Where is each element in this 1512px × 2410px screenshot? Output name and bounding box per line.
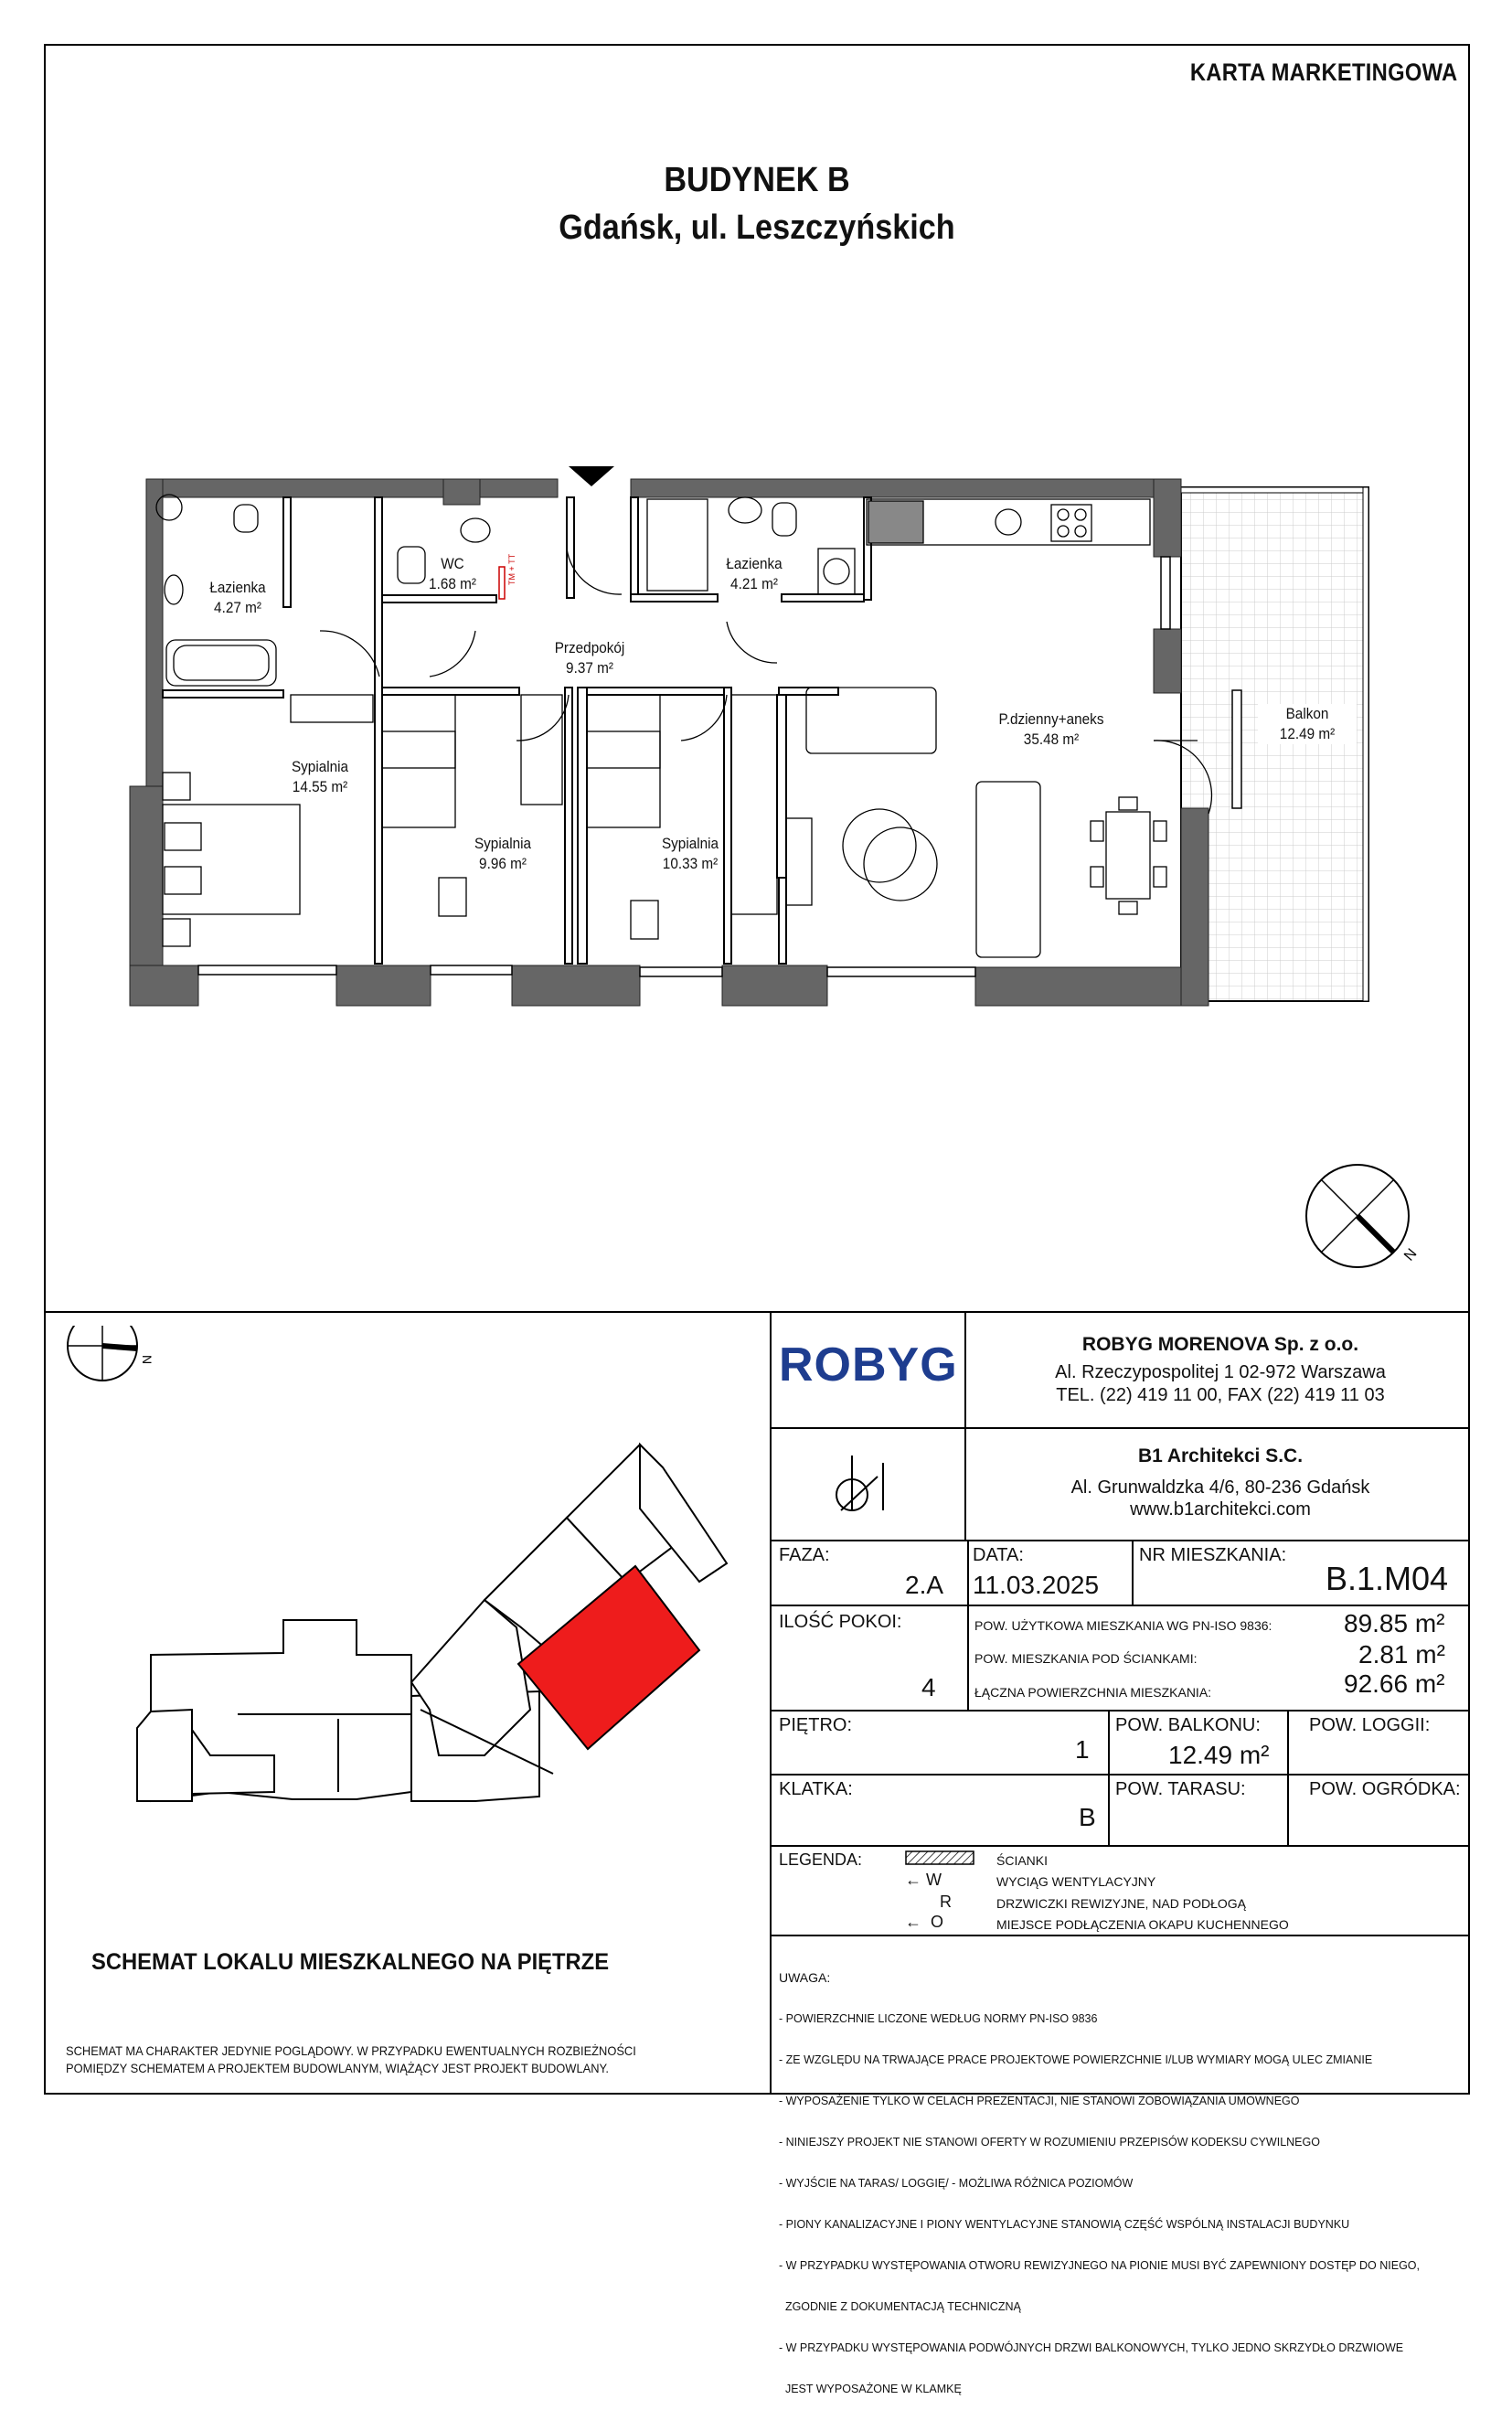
pietro-value: 1: [1075, 1735, 1090, 1764]
building-address: Gdańsk, ul. Leszczyńskich: [559, 208, 955, 247]
balkon-label: POW. BALKONU:: [1115, 1715, 1261, 1735]
pow-scianki-value: 2.81 m²: [1358, 1640, 1445, 1669]
b1-logo-icon: [832, 1454, 896, 1518]
entrance-arrow: [569, 466, 614, 486]
pow-scianki-label: POW. MIESZKANIA POD ŚCIANKAMI:: [974, 1651, 1198, 1666]
legend-r-symbol: R: [940, 1893, 952, 1911]
pokoje-label: ILOŚĆ POKOI:: [779, 1612, 902, 1632]
arrow-left-icon: ←: [905, 1871, 927, 1889]
robyg-logo: ROBYG: [779, 1338, 958, 1392]
room-living: P.dzienny+aneks 35.48 m²: [998, 710, 1104, 748]
legend-label: LEGENDA:: [779, 1850, 863, 1869]
faza-value: 2.A: [905, 1571, 944, 1599]
taras-label: POW. TARASU:: [1115, 1779, 1246, 1799]
room-sypialnia-2: Sypialnia 9.96 m²: [474, 835, 532, 872]
klatka-value: B: [1079, 1803, 1096, 1831]
data-label: DATA:: [973, 1545, 1024, 1565]
legend-walls: ŚCIANKI: [996, 1853, 1049, 1868]
pow-uzytk-value: 89.85 m²: [1344, 1609, 1445, 1637]
legend-hood-row: ← O: [905, 1913, 944, 1931]
pokoje-value: 4: [921, 1673, 936, 1701]
legend-hatch-icon: [905, 1850, 974, 1867]
compass-north: [1306, 1165, 1420, 1267]
svg-text:N: N: [1401, 1245, 1421, 1264]
klatka-label: KLATKA:: [779, 1779, 853, 1799]
building-title: BUDYNEK B: [664, 161, 850, 199]
scheme-disclaimer: SCHEMAT MA CHARAKTER JEDYNIE POGLĄDOWY. W PRZYPADKU EWENTUALNYCH ROZBIEŻNOŚCI POMIĘDZY SCHEMATEM A PROJEKTEM BUDOWLANYM, WIĄŻĄCY JEST PROJEKT BUDOWLANY.: [66, 2043, 636, 2075]
room-przedpokoj: Przedpokój 9.37 m²: [554, 639, 625, 677]
divider-main: [44, 1311, 1470, 1313]
legend-hood: MIEJSCE PODŁĄCZENIA OKAPU KUCHENNEGO: [996, 1917, 1289, 1932]
kitchen: [867, 499, 1150, 545]
pow-laczna-value: 92.66 m²: [1344, 1669, 1445, 1698]
arrow-left-icon: ←: [905, 1913, 932, 1931]
room-wc: WC 1.68 m²: [429, 555, 476, 592]
scheme-title: SCHEMAT LOKALU MIESZKALNEGO NA PIĘTRZE: [91, 1949, 610, 1975]
balcony-floor: [1181, 487, 1368, 1001]
legend-vent-row: ← W: [905, 1871, 942, 1889]
balkon-value: 12.49 m²: [1168, 1741, 1270, 1769]
developer-block: ROBYG MORENOVA Sp. z o.o. Al. Rzeczypospolitej 1 02-972 Warszawa TEL. (22) 419 11 00, FAX (22) 419 11 03: [1055, 1334, 1386, 1405]
notes-block: UWAGA: - POWIERZCHNIE LICZONE WEDŁUG NORMY PN-ISO 9836 - ZE WZGLĘDU NA TRWAJĄCE PRACE PROJEKTOWE POWIERZCHNIE I/LUB WYMIARY MOGĄ ULEC ZMIANIE - WYPOSAŻENIE TYLKO W CELACH PREZENTACJI, NIE STANOWI ZOBOWIĄZANIA UMOWNEGO - NINIEJSZY PROJEKT NIE STANOWI OFERTY W ROZUMIENIU PRZEPISÓW KODEKSU CYWILNEGO - WYJŚCIE NA TARAS/ LOGGIĘ/ - MOŻLIWA RÓŻNICA POZIOMÓW - PIONY KANALIZACYJNE I PIONY WENTYLACYJNE STANOWIĄ CZĘŚĆ WSPÓLNĄ INSTALACJI BUDYNKU - W PRZYPADKU WYSTĘPOWANIA OTWORU REWIZYJNEGO NA PIONIE MUSI BYĆ ZAPEWNIONY DOSTĘP DO NIEGO, ZGODNIE Z DOKUMENTACJĄ TECHNICZNĄ - W PRZYPADKU WYSTĘPOWANIA PODWÓJNYCH DRZWI BALKONOWYCH, TYLKO JEDNO SKRZYDŁO DRZWIOWE JEST WYPOSAŻONE W KLAMKĘ: [779, 1970, 1420, 2395]
room-lazienka-1: Łazienka 4.27 m²: [209, 579, 266, 616]
room-sypialnia-3: Sypialnia 10.33 m²: [661, 835, 719, 872]
legend-rev: DRZWICZKI REWIZYJNE, NAD PODŁOGĄ: [996, 1896, 1247, 1911]
nr-label: NR MIESZKANIA:: [1139, 1545, 1287, 1565]
furniture: [163, 695, 812, 946]
room-balkon: Balkon 12.49 m²: [1258, 704, 1357, 744]
pietro-label: PIĘTRO:: [779, 1715, 853, 1735]
nr-value: B.1.M04: [1326, 1560, 1449, 1597]
site-scheme: [55, 1326, 759, 1929]
legend-vent: WYCIĄG WENTYLACYJNY: [996, 1874, 1156, 1889]
faza-label: FAZA:: [779, 1545, 830, 1565]
loggia-label: POW. LOGGII:: [1309, 1715, 1431, 1735]
card-label: KARTA MARKETINGOWA: [1189, 59, 1457, 86]
shaft-label: TM + TT: [507, 553, 516, 585]
data-value: 11.03.2025: [973, 1571, 1100, 1599]
room-lazienka-2: Łazienka 4.21 m²: [726, 555, 783, 592]
pow-uzytk-label: POW. UŻYTKOWA MIESZKANIA WG PN-ISO 9836:: [974, 1618, 1272, 1633]
architect-block: B1 Architekci S.C. Al. Grunwaldzka 4/6, 80-236 Gdańsk www.b1architekci.com: [1070, 1445, 1370, 1520]
room-sypialnia-1: Sypialnia 14.55 m²: [291, 758, 349, 795]
pow-laczna-label: ŁĄCZNA POWIERZCHNIA MIESZKANIA:: [974, 1685, 1212, 1700]
svg-text:N: N: [140, 1355, 154, 1365]
ogrodek-label: POW. OGRÓDKA:: [1309, 1779, 1461, 1799]
scheme-compass: [68, 1326, 154, 1381]
